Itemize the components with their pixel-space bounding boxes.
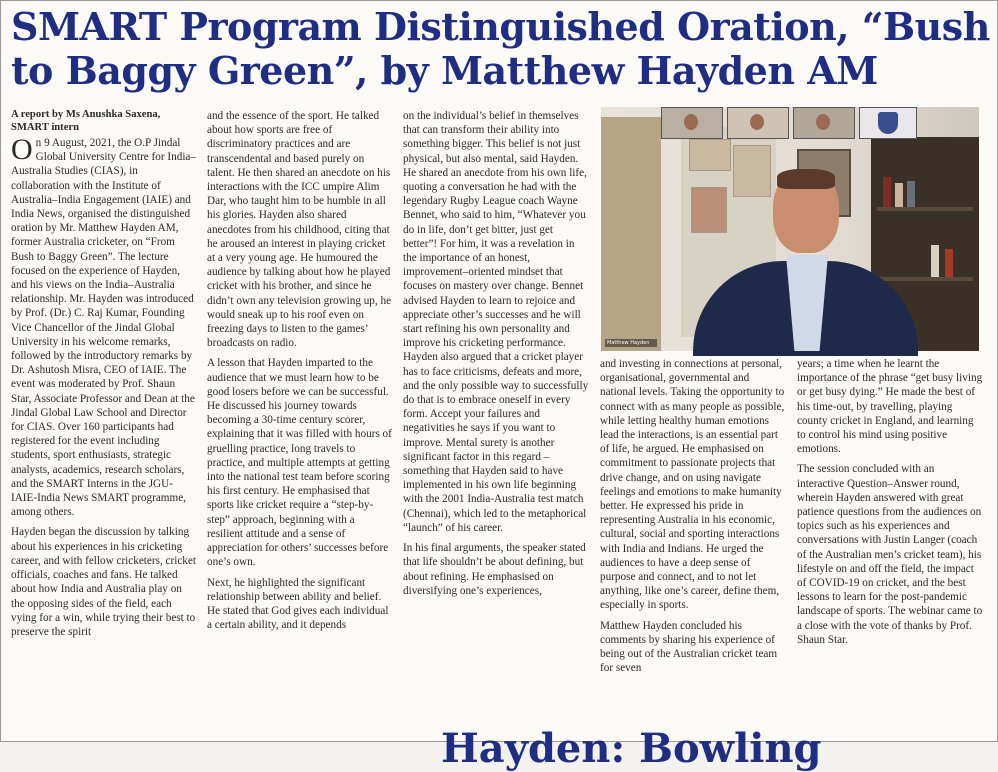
paragraph: In his final arguments, the speaker stated that life shouldn’t be about defining, but about refining. He emphasised on diversifying one’s experiences, (403, 542, 586, 597)
crest-icon (878, 112, 898, 134)
participant-face (750, 114, 764, 130)
participant-thumbnail (727, 107, 789, 139)
participant-thumbnail (859, 107, 917, 139)
participant-thumbnail (661, 107, 723, 139)
participant-thumbnails (661, 107, 979, 137)
paragraph: Next, he highlighted the significant relationship between ability and belief. He stated that God gives each individual a certain ability, and it depends (207, 576, 389, 632)
speaker-name-tag: Matthew Hayden (605, 339, 657, 347)
book (945, 249, 953, 277)
paragraph: and the essence of the sport. He talked about how sports are free of discriminatory practices and are transcendental and based purely on talent. He then shared an anecdote on his interactions with the ICC umpire Alim Dar, who taught him to be humble in all his glories. Hayden also shared anecdotes from his childhood, citing that he aroused an interest in playing cricket at a very young age. He humoured the audience by talking about how he played cricket with his brother, and since he didn’t own any television growing up, he would sneak up to his roof even on freezing days to listen to the games’ broadcasts on radio. (207, 110, 392, 350)
paragraph-text: n 9 August, 2021, the O.P Jindal Global University Centre for India–Australia Studies (CIAS), in collaboration with the Institute of Australia–India Engagement (IAIE) and India News, organised the distinguished oration by Mr. Matthew Hayden AM, former Australia cricketer, on “From Bush to Baggy Green”. The lecture focused on the experience of Hayden, and his views on the India–Australia relationship. Mr. Hayden was introduced by Prof. (Dr.) C. Raj Kumar, Founding Vice Chancellor of the Jindal Global University in his welcome remarks, followed by the introductory remarks by Dr. Ashutosh Misra, CEO of IAIE. The event was moderated by Prof. Shaun Star, Associate Professor and Dean at the Jindal Global Law School and Director for CIAS. Over 160 participants had registered for the event including students, sport enthusiasts, strategic analysts, academics, research scholars, and the SMART Interns in the JGU-IAIE-India News SMART programme, among others. (11, 137, 196, 519)
participant-face (816, 114, 830, 130)
participant-thumbnail (793, 107, 855, 139)
speaker-hair (777, 169, 835, 189)
byline: A report by Ms Anushka Saxena, SMART intern (11, 109, 161, 133)
next-article-headline-cutoff (441, 725, 901, 772)
column-1 (11, 109, 197, 645)
paragraph: Hayden began the discussion by talking about his experiences in his cricketing career, and with fellow cricketers, cricket officials, coaches and fans. He talked about how India and Australia play on the opposing sides of the field, each vying for a win, while trying their best to preserve the spirit (11, 526, 196, 638)
video-call-photo (601, 107, 979, 351)
drop-cap: O (11, 133, 33, 166)
paragraph (11, 133, 197, 519)
column-5 (797, 357, 983, 653)
paragraph: and investing in connections at personal, organisational, governmental and national levels. Taking the opportunity to connect with as many people as possible, while letting healthy human emotions lead the interactions, is an essential part of life, he argued. He emphasised on commitment to passionate projects that drive change, and on using navigate feelings and emotions to make humanity better. He expressed his pride in representing Australia in his economic, cultural, social and sporting interactions with India and Indians. He urged the audiences to have a deep sense of purpose and connect, and to not let anything, like one’s career, define them, especially in sports. (600, 358, 785, 612)
cutoff-text: Hayden: Bowling (441, 725, 822, 772)
paragraph: A lesson that Hayden imparted to the audience that we must learn how to be good losers before we can be successful. He discussed his journey towards becoming a 30-time century scorer, explaining that it was filled with hours of gruelling practice, long travels to practice, and multiple attempts at getting into the national test team before scoring his first century. He emphasised that sports like cricket require a “step-by-step” approach, beginning with a resilient attitude and a sense of appreciation for others’ successes before one’s own. (207, 357, 392, 569)
headline: SMART Program Distinguished Oration, “Bush to Baggy Green”, by Matthew Hayden AM (11, 4, 990, 93)
paragraph: Matthew Hayden concluded his comments by sharing his experience of being out of the Australian cricket team for seven (600, 619, 778, 675)
column-3 (403, 109, 589, 604)
column-2 (207, 109, 393, 638)
speaker-figure (683, 169, 923, 351)
participant-face (684, 114, 698, 130)
photo-door (601, 117, 661, 351)
photo-pin-card (689, 139, 731, 171)
book (931, 245, 939, 277)
paragraph: years; a time when he learnt the importance of the phrase “get busy living or get busy dying.” He made the best of his time-out, by travelling, playing county cricket in England, and learning to control his mind using positive emotions. (797, 358, 983, 456)
paragraph: The session concluded with an interactive Question–Answer round, wherein Hayden answered with great patience questions from the audiences on topics such as his experiences and conversations with Justin Langer (coach of the Australian men’s cricket team), his lifestyle on and off the field, the impact of COVID-19 on cricket, and the best lessons to learn for the post-pandemic landscape of sports. The webinar came to a close with the vote of thanks by Prof. Shaun Star. (797, 463, 983, 646)
column-4 (600, 357, 786, 681)
paragraph: on the individual’s belief in themselves that can transform their ability into something bigger. This belief is not just physical, but also mental, said Hayden. He shared an anecdote from his own life, quoting a conversation he had with the legendary Rugby League coach Wayne Bennet, who said to him, “Whatever you do in life, don’t get bitter, just get better”! For him, it was a revelation in the importance of an honest, improvement–oriented mindset that focuses on mastery over change. Bennet advised Hayden to learn to rejoice and appreciate other’s successes and he will start refining his own personality and improve his cricketing performance. Hayden also argued that a cricket player has to face criticisms, defeats and more, and the only possible way to successfully do that is to embrace oneself in every form. Accept your failures and negativities he says if you want to improve. Mental surety is another significant factor in this regard – something that Hayden said to have implemented in his own life beginning with the 2001 India-Australia test match (Chennai), which led to the metaphorical “launch” of his career. (403, 110, 589, 534)
